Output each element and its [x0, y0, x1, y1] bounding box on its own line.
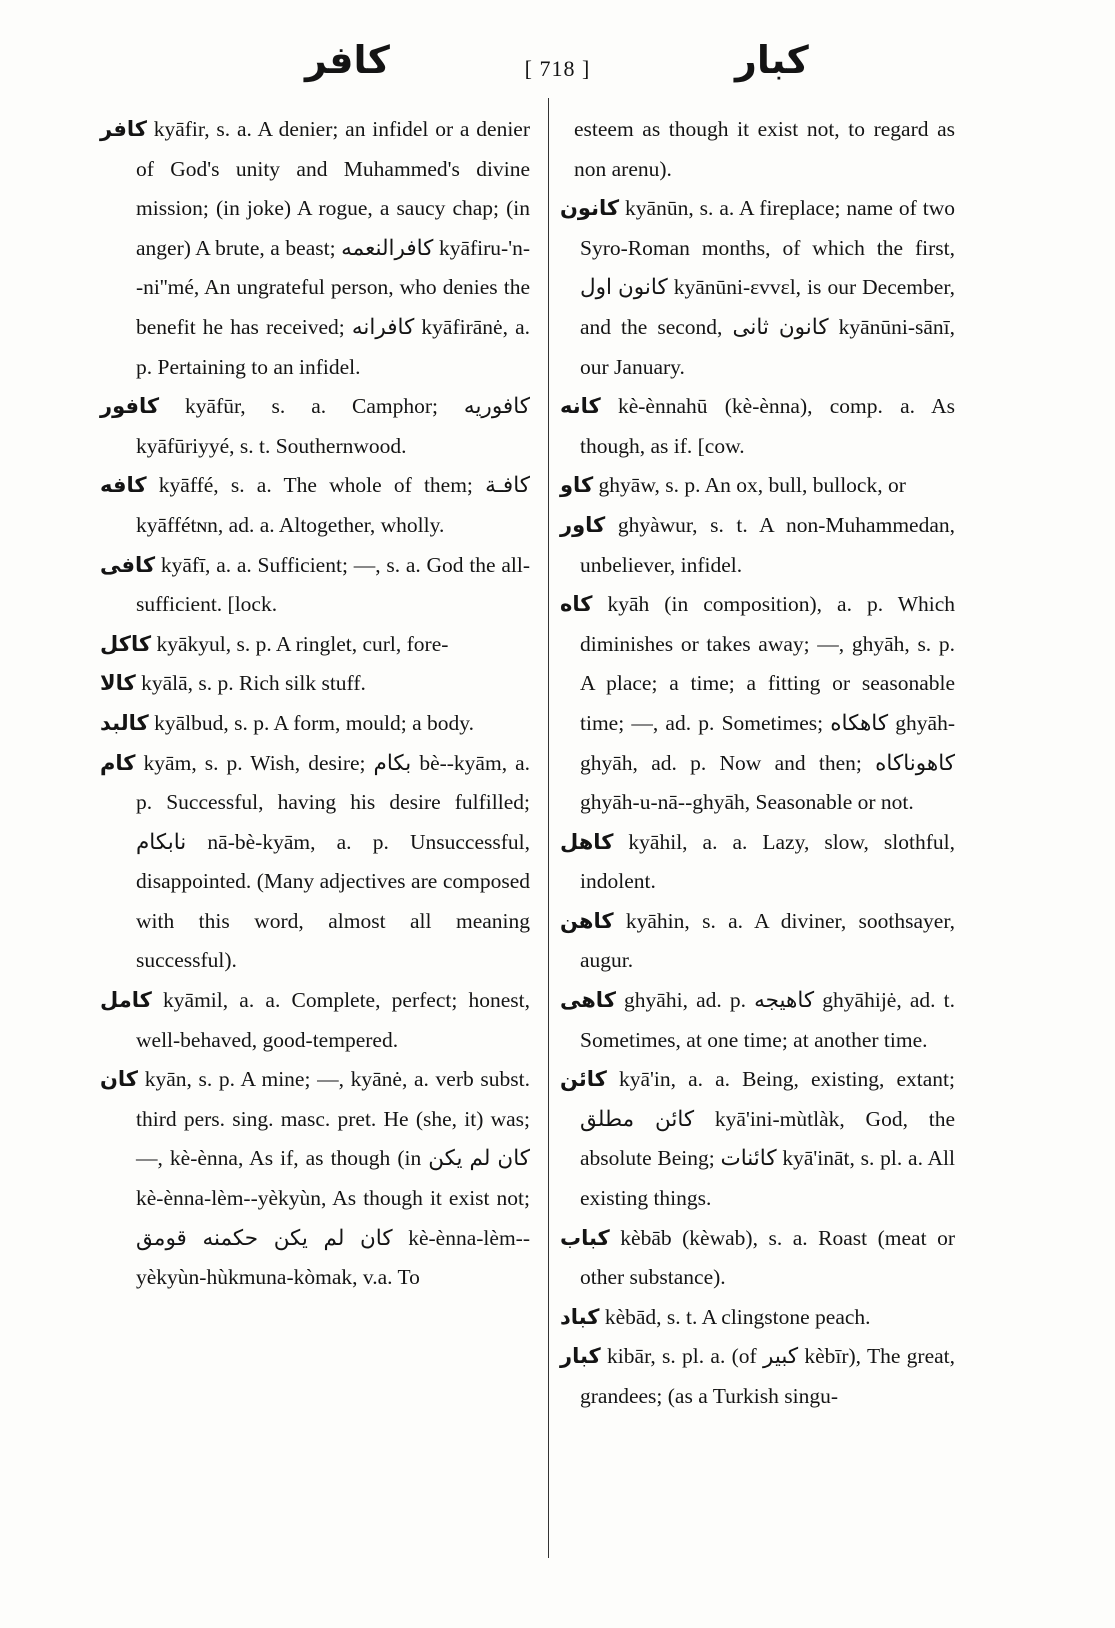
dictionary-entry [560, 585, 955, 823]
headword-arabic: كائن [560, 1067, 607, 1092]
headword-arabic: كام [100, 750, 136, 775]
dictionary-entry [100, 981, 530, 1060]
entry-text: ghyāhi, ad. p. كاهيجه ghyāhijė, ad. t. Sometimes, at one time; at another time. [580, 988, 955, 1052]
entry-text: kèbād, s. t. A clingstone peach. [604, 1304, 871, 1329]
dictionary-entry [100, 664, 530, 704]
entry-text: kyānūn, s. a. A fireplace; name of two Syro-Roman months, of which the first, كانون اول kyānūni-ɛvvɛl, is our December, and the second, كانون ثانى kyānūni-sānī, our January. [580, 196, 956, 379]
entry-text: ghyàwur, s. t. A non-Muhammedan, unbeliever, infidel. [580, 512, 956, 577]
dictionary-entry [560, 1219, 955, 1298]
dictionary-entry [560, 466, 955, 506]
dictionary-entry [560, 1298, 955, 1338]
headword-arabic: كانه [560, 394, 601, 419]
entry-text: kyāhil, a. a. Lazy, slow, slothful, indolent. [580, 829, 955, 894]
headword-arabic: كامل [100, 988, 152, 1013]
dictionary-entry [100, 466, 530, 545]
dictionary-entry [100, 704, 530, 744]
dictionary-entry [100, 625, 530, 665]
running-head-left: كافر [305, 38, 390, 82]
headword-arabic: كافر [100, 117, 147, 141]
headword-arabic: كافى [100, 552, 156, 577]
headword-arabic: كاهى [560, 988, 616, 1013]
headword-arabic: كاه [560, 592, 593, 617]
headword-arabic: كافه [100, 473, 147, 498]
entry-text: kyāfī, a. a. Sufficient; —, s. a. God the all-sufficient. [lock. [136, 552, 530, 617]
right-column [560, 110, 955, 1417]
entry-text: kyālā, s. p. Rich silk stuff. [141, 671, 366, 696]
entry-text: kyāffé, s. a. The whole of them; كافـة kyāffétɴn, ad. a. Altogether, wholly. [136, 473, 530, 537]
headword-arabic: كاهل [560, 829, 614, 854]
entry-text: kyāmil, a. a. Complete, perfect; honest, well-behaved, good-tempered. [136, 988, 531, 1052]
entry-text: kyām, s. p. Wish, desire; بكام bè--kyām, a. p. Successful, having his desire fulfilled; نابكام nā-bè-kyām, a. p. Unsuccessful, disappointed. (Many adjectives are composed with this word, almost all meaning successful). [136, 750, 531, 973]
entry-text: esteem as though it exist not, to regard as non arenu). [574, 117, 955, 181]
headword-arabic: كبار [560, 1344, 601, 1369]
headword-arabic: كالبد [100, 710, 149, 735]
dictionary-entry [560, 823, 955, 902]
dictionary-entry [560, 506, 955, 585]
headword-arabic: كانون [560, 196, 620, 221]
dictionary-entry [100, 546, 530, 625]
column-divider [548, 98, 549, 1558]
entry-text: kibār, s. pl. a. (of كبير kèbīr), The great, grandees; (as a Turkish singu- [580, 1344, 955, 1408]
dictionary-entry [560, 1337, 955, 1416]
dictionary-entry [560, 189, 955, 387]
dictionary-entry [560, 110, 955, 189]
headword-arabic: كاو [560, 473, 594, 498]
headword-arabic: كباب [560, 1225, 610, 1250]
entry-text: kyākyul, s. p. A ringlet, curl, fore- [156, 631, 449, 656]
entry-text: kyāfir, s. a. A denier; an infidel or a denier of God's unity and Muhammed's divine mission; (in joke) A rogue, a saucy chap; (in anger) A brute, a beast; كافرالنعمه kyāfiru-'n--ni''mé, An ungrateful person, who denies the benefit he has received; كافرانه kyāfirānė, a. p. Pertaining to an infidel. [136, 117, 531, 379]
headword-arabic: كاكل [100, 631, 152, 656]
headword-arabic: كباد [560, 1304, 600, 1329]
dictionary-entry [100, 744, 530, 982]
dictionary-entry [560, 902, 955, 981]
entry-text: ghyāw, s. p. An ox, bull, bullock, or [598, 473, 906, 498]
dictionary-entry [560, 981, 955, 1060]
dictionary-entry [100, 110, 530, 387]
entry-text: kèbāb (kèwab), s. a. Roast (meat or other substance). [580, 1225, 955, 1290]
entry-text: kyāfūr, s. a. Camphor; كافوريه kyāfūriyyé, s. t. Southernwood. [136, 394, 530, 458]
headword-arabic: كالا [100, 671, 136, 696]
page-header [0, 38, 1115, 98]
headword-arabic: كان [100, 1067, 139, 1092]
left-column [100, 110, 530, 1298]
page-number: [ 718 ] [524, 56, 591, 81]
entry-text: kyāh (in composition), a. p. Which diminishes or takes away; —, ghyāh, s. p. A place; a time; a fitting or seasonable time; —, ad. p. Sometimes; كاهكاه ghyāh-ghyāh, ad. p. Now and then; كاهوناكاه ghyāh-u-nā--ghyāh, Seasonable or not. [580, 592, 956, 815]
entry-text: kyāhin, s. a. A diviner, soothsayer, augur. [580, 908, 955, 973]
headword-arabic: كافور [100, 394, 160, 419]
headword-arabic: كاور [560, 512, 606, 537]
headword-arabic: كاهن [560, 908, 614, 933]
dictionary-entry [560, 1060, 955, 1218]
entry-text: kyālbud, s. p. A form, mould; a body. [154, 710, 474, 735]
entry-text: kyān, s. p. A mine; —, kyānė, a. verb subst. third pers. sing. masc. pret. He (she, it) was; —, kè-ènna, As if, as though (in كان لم يكن kè-ènna-lèm--yèkyùn, As though it exist not; كان لم يكن حكمنه قومق kè-ènna-lèm--yèkyùn-hùkmuna-kòmak, v.a. To [136, 1067, 530, 1290]
running-head-right: كبار [735, 38, 809, 82]
dictionary-entry [560, 387, 955, 466]
dictionary-entry [100, 1060, 530, 1298]
entry-text: kè-ènnahū (kè-ènna), comp. a. As though, as if. [cow. [580, 394, 955, 458]
dictionary-entry [100, 387, 530, 466]
entry-text: kyā'in, a. a. Being, existing, extant; كائن مطلق kyā'ini-mùtlàk, God, the absolute Being; كائنات kyā'ināt, s. pl. a. All existing things. [580, 1067, 955, 1211]
